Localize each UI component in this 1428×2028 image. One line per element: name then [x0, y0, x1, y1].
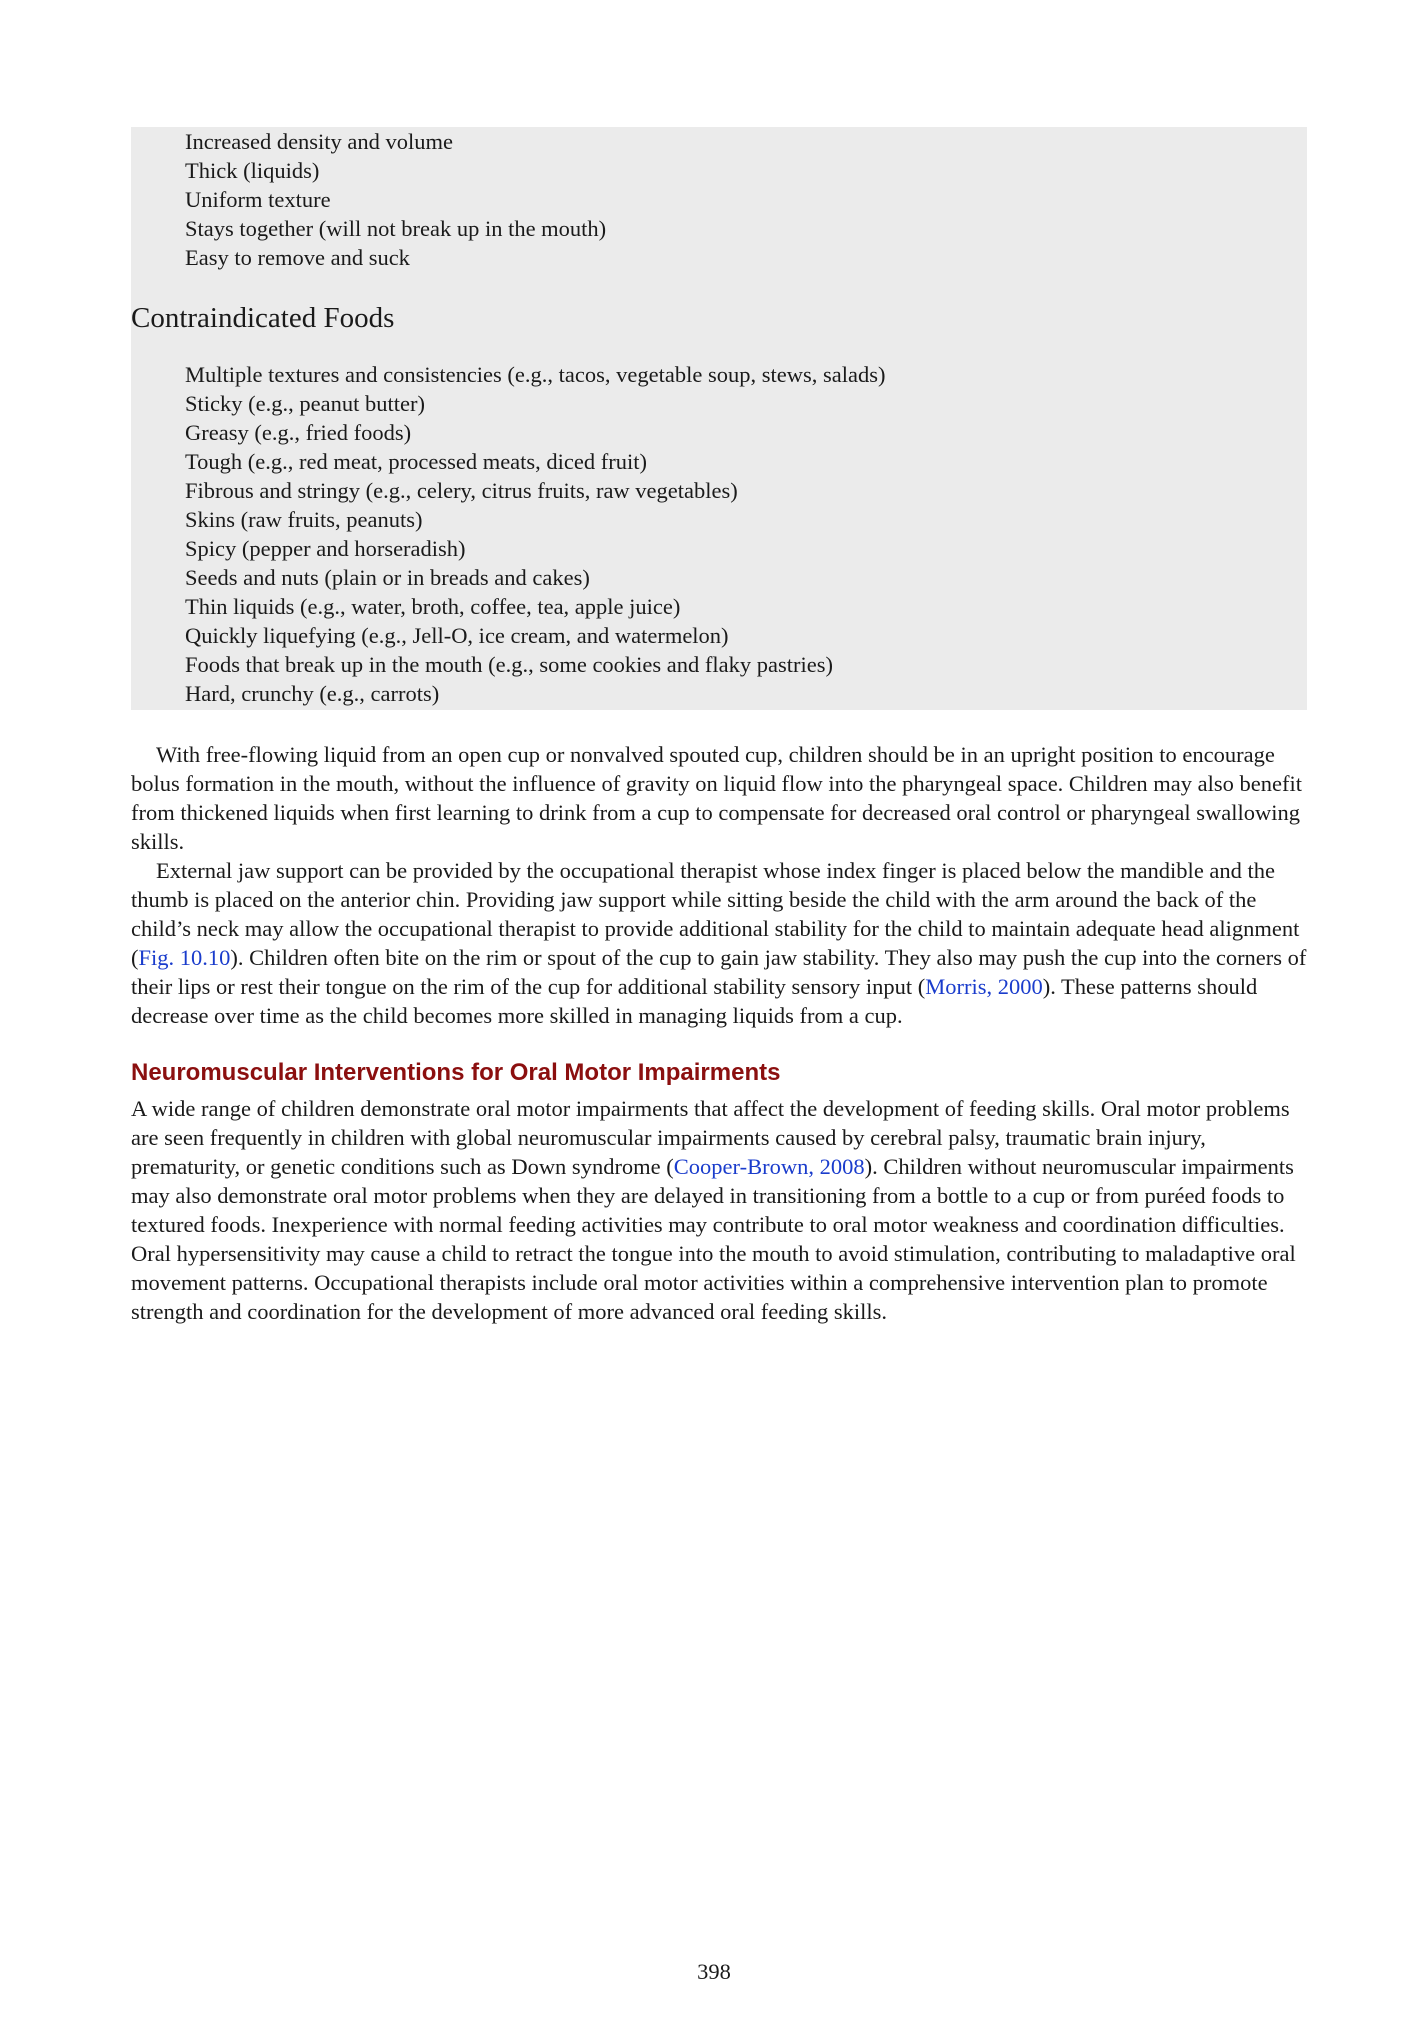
section-heading: Neuromuscular Interventions for Oral Motor Impairments: [131, 1059, 781, 1086]
list-item: Hard, crunchy (e.g., carrots): [185, 681, 440, 706]
list-item: Quickly liquefying (e.g., Jell-O, ice cream, and watermelon): [185, 623, 729, 648]
list-item: Foods that break up in the mouth (e.g., some cookies and flaky pastries): [185, 652, 833, 677]
list-item: Tough (e.g., red meat, processed meats, diced fruit): [185, 449, 648, 474]
paragraph-upright-position: With free-flowing liquid from an open cup or nonvalved spouted cup, children should be in an upright position to encourage bolus formation in the mouth, without the influence of gravity on liquid flow into the pharyngeal space. Children may also benefit from thickened liquids when first learning to drink from a cup to compensate for decreased oral control or pharyngeal swallowing skills.: [131, 742, 1302, 854]
list-item: Seeds and nuts (plain or in breads and cakes): [185, 565, 590, 590]
paragraph-text: External jaw support can be provided by the occupational therapist whose index finger is placed below the mandible and the thumb is placed on the anterior chin. Providing jaw support while sitting beside the child with the arm around the back of the child’s neck may allow the occupational therapist to provide additional stability for the child to maintain adequate head alignment (: [131, 858, 1300, 970]
list-item: Easy to remove and suck: [185, 245, 410, 270]
page-content: [131, 127, 1307, 1326]
contraindicated-food-list: [131, 360, 1307, 708]
figure-link[interactable]: Fig. 10.10: [138, 945, 231, 970]
citation-link[interactable]: Morris, 2000: [925, 974, 1043, 999]
paragraph-text: ). These patterns should decrease over time as the child becomes more skilled in managing liquids from a cup.: [131, 974, 1258, 1028]
page-number: 398: [697, 1959, 731, 1984]
list-item: Thin liquids (e.g., water, broth, coffee, tea, apple juice): [185, 594, 681, 619]
food-guidelines-box: [131, 127, 1307, 710]
list-item: Multiple textures and consistencies (e.g., tacos, vegetable soup, stews, salads): [185, 362, 886, 387]
paragraph-jaw-support: [131, 856, 1307, 1030]
list-item: Skins (raw fruits, peanuts): [185, 507, 423, 532]
list-item: Greasy (e.g., fried foods): [185, 420, 412, 445]
paragraph-text: A wide range of children demonstrate oral motor impairments that affect the development of feeding skills. Oral motor problems are seen frequently in children with global neuromuscular impairments caused by cerebral palsy, traumatic brain injury, prematurity, or genetic conditions such as Down syndrome (: [131, 1096, 1290, 1179]
list-item: Fibrous and stringy (e.g., celery, citrus fruits, raw vegetables): [185, 478, 738, 503]
list-item: Uniform texture: [185, 187, 331, 212]
paragraph-text: ). Children often bite on the rim or spout of the cup to gain jaw stability. They also may push the cup into the corners of their lips or rest their tongue on the rim of the cup for additional stability sensory input (: [131, 945, 1307, 999]
contraindicated-foods-heading: Contraindicated Foods: [131, 302, 395, 334]
list-item: Increased density and volume: [185, 129, 454, 154]
recommended-food-list: [131, 127, 1307, 272]
paragraph-oral-motor: [131, 1094, 1307, 1326]
paragraph-text: ). Children without neuromuscular impairments may also demonstrate oral motor problems when they are delayed in transitioning from a bottle to a cup or from puréed foods to textured foods. Inexperience with normal feeding activities may contribute to oral motor weakness and coordination difficulties. Oral hypersensitivity may cause a child to retract the tongue into the mouth to avoid stimulation, contributing to maladaptive oral movement patterns. Occupational therapists include oral motor activities within a comprehensive intervention plan to promote strength and coordination for the development of more advanced oral feeding skills.: [131, 1154, 1296, 1324]
list-item: Sticky (e.g., peanut butter): [185, 391, 425, 416]
citation-link[interactable]: Cooper-Brown, 2008: [673, 1154, 865, 1179]
list-item: Stays together (will not break up in the mouth): [185, 216, 607, 241]
list-item: Thick (liquids): [185, 158, 320, 183]
list-item: Spicy (pepper and horseradish): [185, 536, 466, 561]
